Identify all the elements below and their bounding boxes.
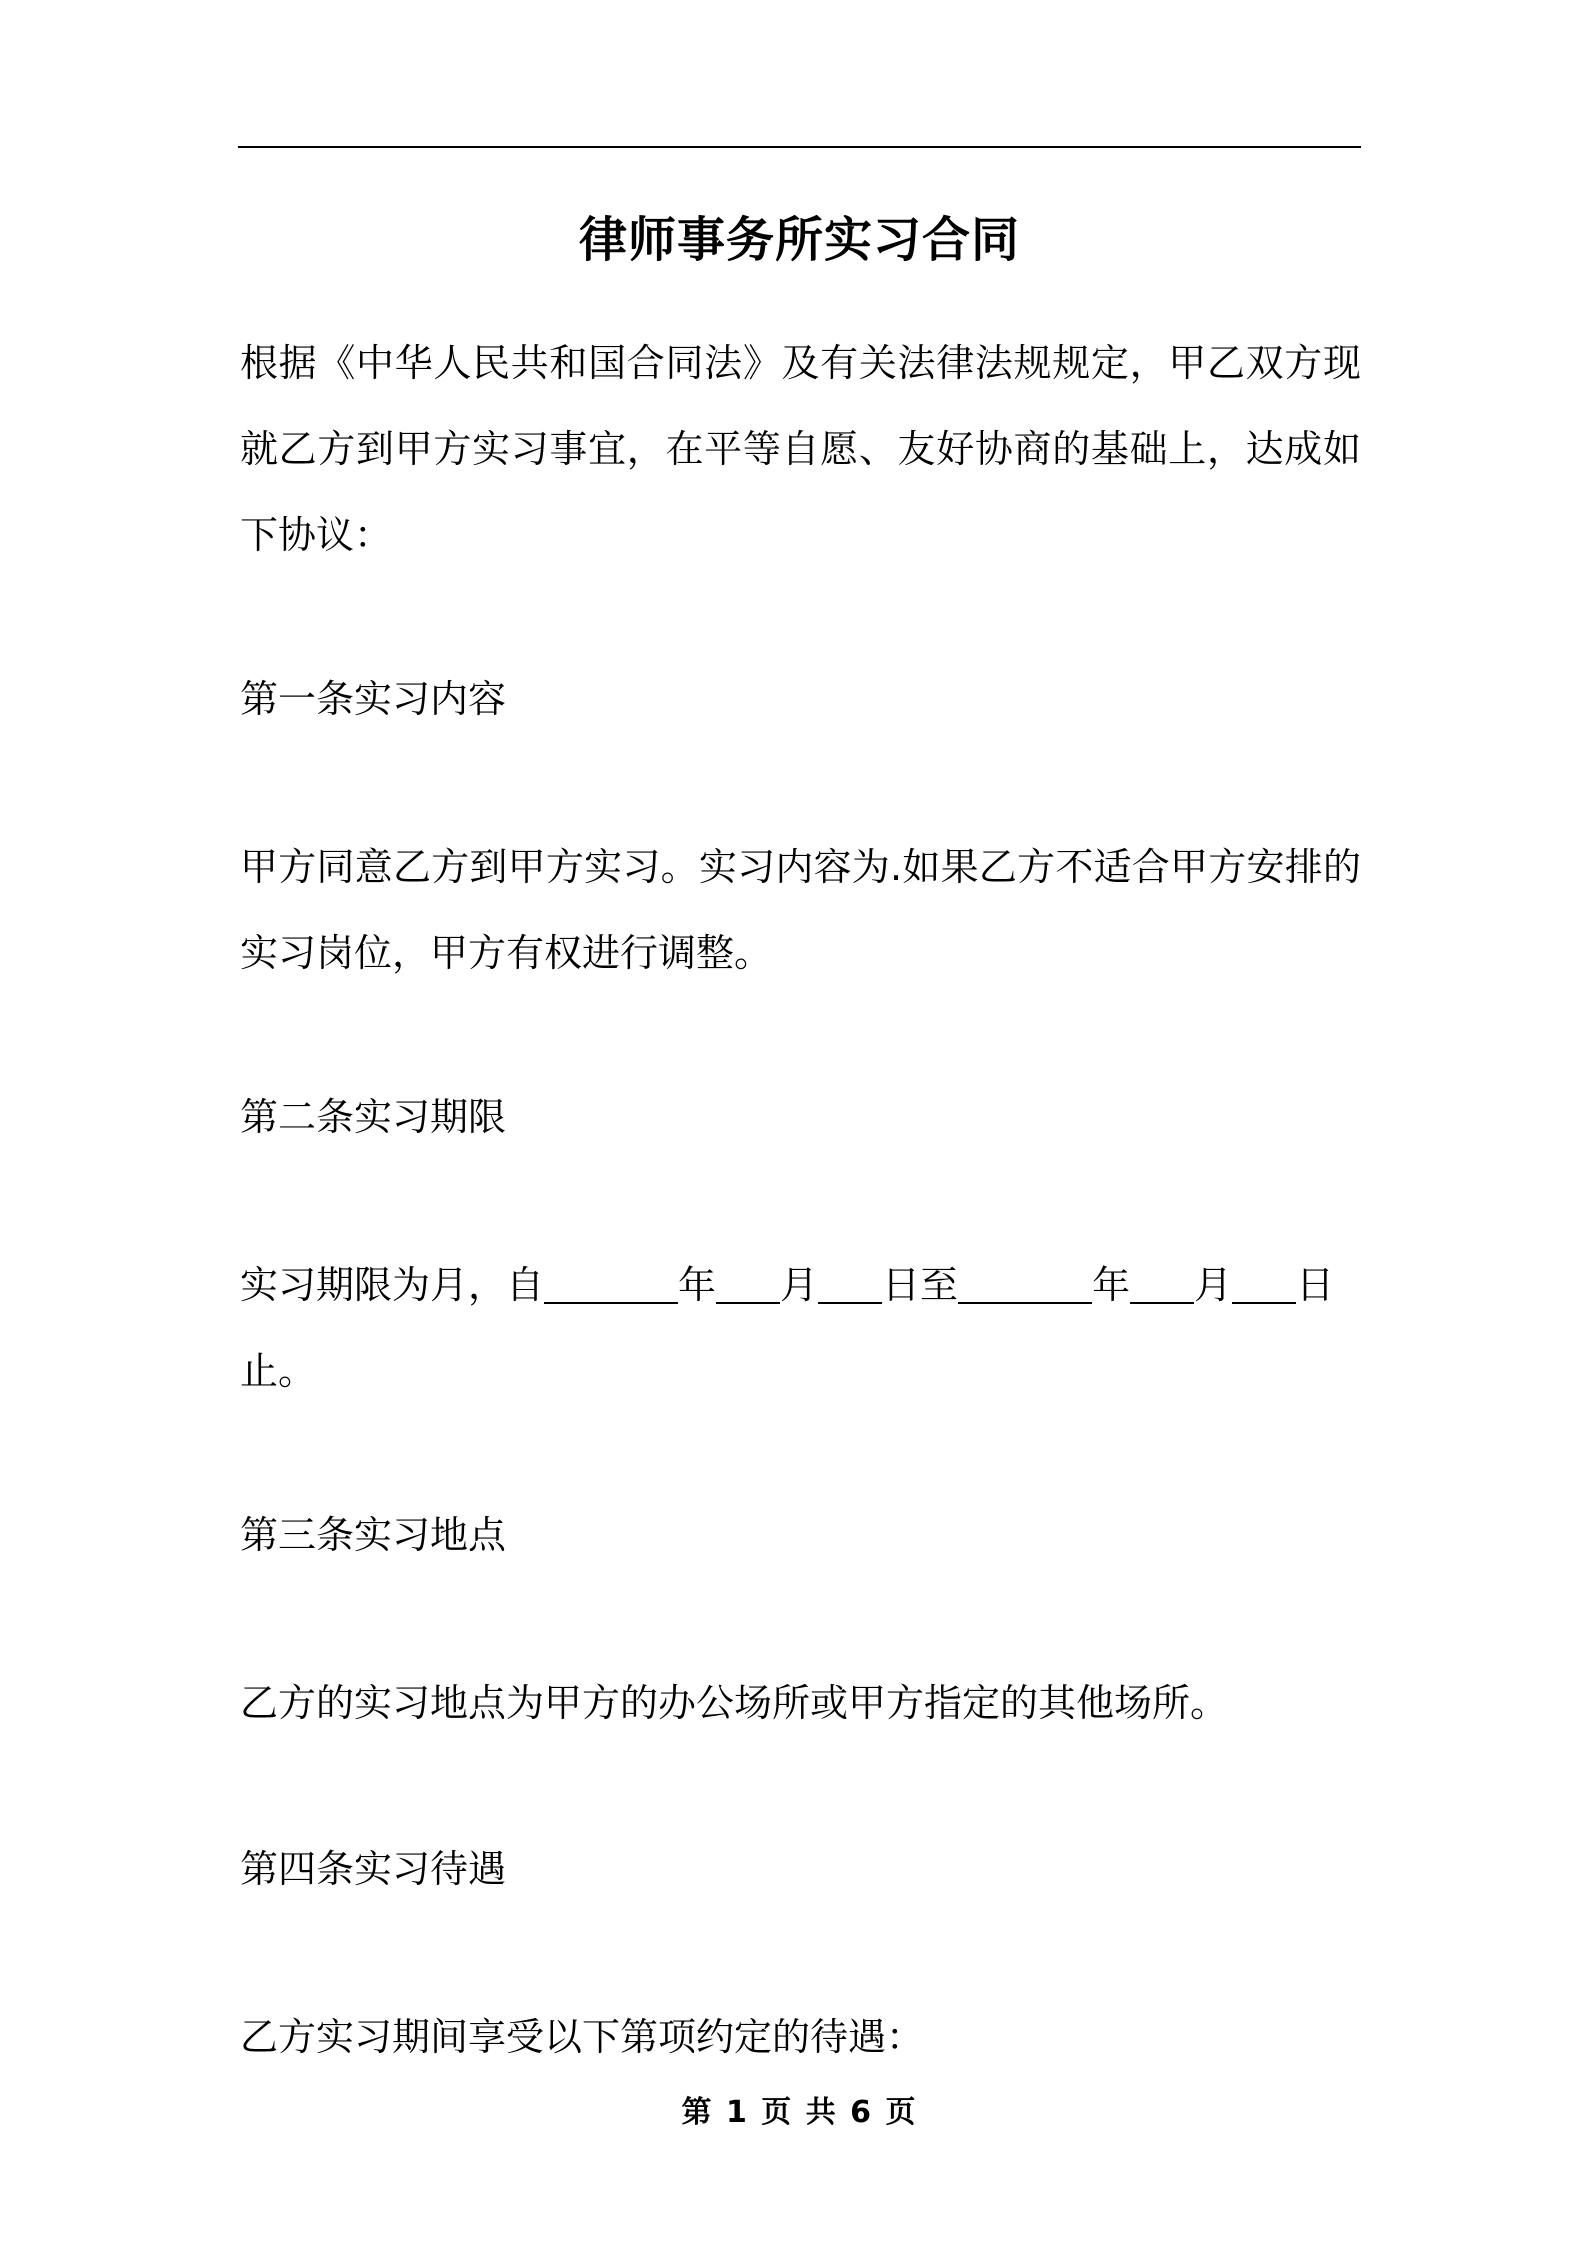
period-month-2: 月: [1194, 1263, 1233, 1307]
intro-paragraph: 根据《中华人民共和国合同法》及有关法律法规规定，甲乙双方现就乙方到甲方实习事宜，在平等自愿、友好协商的基础上，达成如下协议：: [240, 341, 1361, 557]
article-3-heading: 第三条实习地点: [240, 1513, 507, 1557]
period-year-2: 年: [1092, 1263, 1131, 1307]
period-month-1: 月: [780, 1263, 819, 1307]
header-rule: [238, 146, 1361, 148]
page-number-footer: 第 1 页 共 6 页: [681, 2095, 918, 2130]
period-day-2: 日: [1296, 1263, 1335, 1307]
end-day-blank[interactable]: [1232, 1272, 1296, 1304]
period-day-to: 日至: [882, 1263, 959, 1307]
article-2-body: [240, 1242, 1361, 1414]
start-day-blank[interactable]: [818, 1272, 882, 1304]
article-1-body: 甲方同意乙方到甲方实习。实习内容为.如果乙方不适合甲方安排的实习岗位，甲方有权进行调整。: [240, 845, 1361, 975]
article-1-heading: 第一条实习内容: [240, 677, 507, 721]
article-4-heading: 第四条实习待遇: [240, 1847, 507, 1891]
article-4-body: 乙方实习期间享受以下第项约定的待遇：: [240, 2015, 925, 2059]
article-2-heading: 第二条实习期限: [240, 1095, 507, 1139]
period-line: [240, 1242, 1361, 1328]
document-title: 律师事务所实习合同: [578, 212, 1020, 268]
end-month-blank[interactable]: [1130, 1272, 1194, 1304]
period-prefix: 实习期限为月，自: [240, 1263, 545, 1307]
end-year-blank[interactable]: [958, 1272, 1092, 1304]
article-3-body: 乙方的实习地点为甲方的办公场所或甲方指定的其他场所。: [240, 1681, 1229, 1725]
start-year-blank[interactable]: [544, 1272, 678, 1304]
start-month-blank[interactable]: [716, 1272, 780, 1304]
period-suffix: 止。: [240, 1349, 317, 1393]
period-year-1: 年: [678, 1263, 717, 1307]
